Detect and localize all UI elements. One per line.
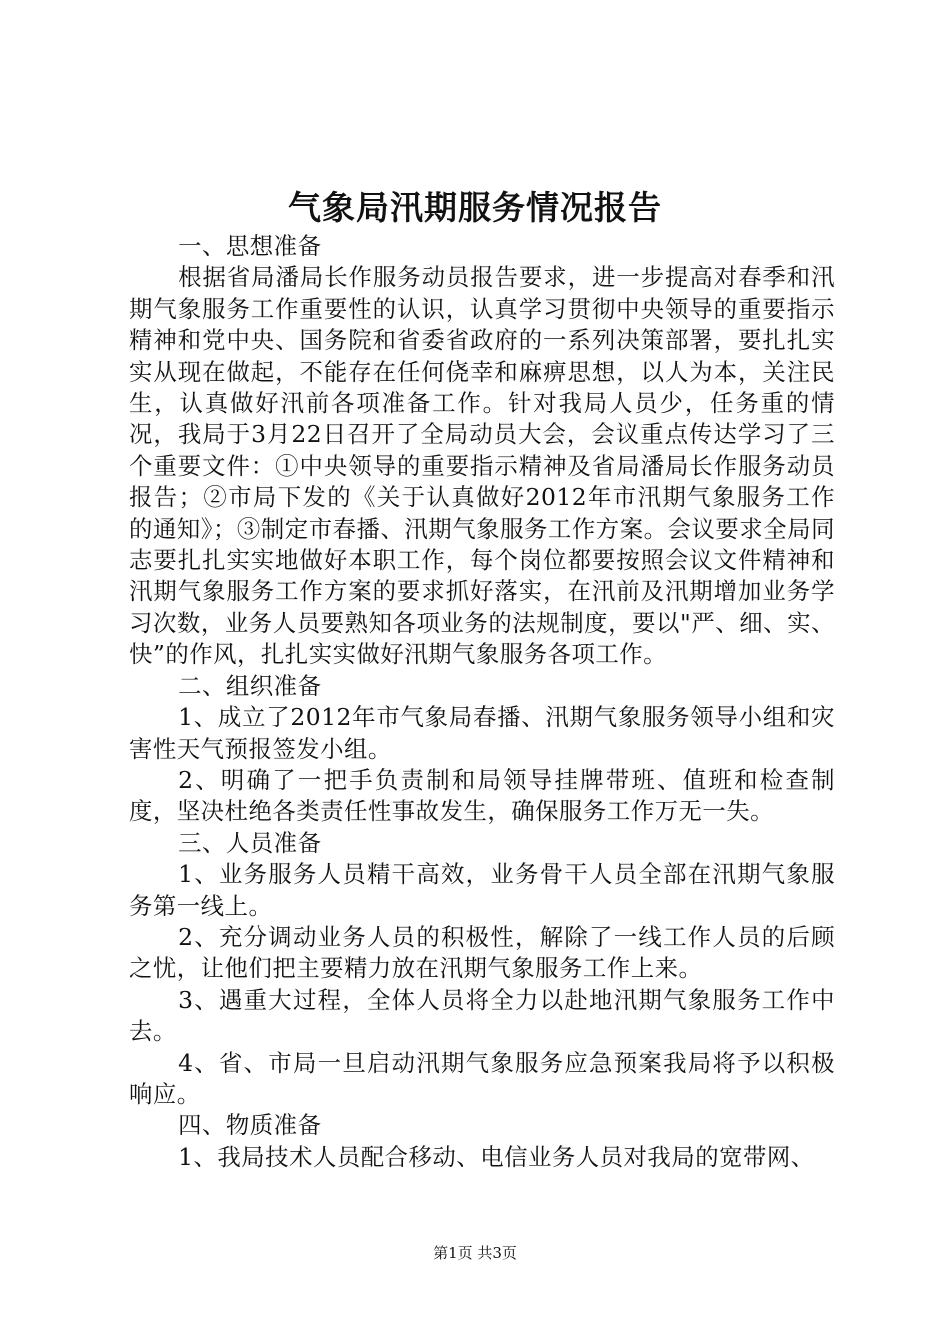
section-heading-personnel: 三、人员准备 <box>178 828 322 857</box>
paragraph-organization-2: 2、明确了一把手负责制和局领导挂牌带班、值班和检查制度，坚决杜绝各类责任性事故发生，确保服务工作万无一失。 <box>129 765 835 826</box>
section-heading-thought: 一、思想准备 <box>178 232 322 260</box>
paragraph-personnel-1: 1、业务服务人员精干高效，业务骨干人员全部在汛期气象服务第一线上。 <box>129 860 835 920</box>
paragraph-personnel-4: 4、省、市局一旦启动汛期气象服务应急预案我局将予以积极响应。 <box>129 1048 835 1108</box>
page-footer: 第1页 共3页 <box>433 1244 517 1262</box>
paragraph-organization-1: 1、成立了2012年市气象局春播、汛期气象服务领导小组和灾害性天气预报签发小组。 <box>129 703 835 763</box>
paragraph-personnel-2: 2、充分调动业务人员的积极性，解除了一线工作人员的后顾之忧，让他们把主要精力放在汛期气象服务工作上来。 <box>129 922 835 983</box>
document-body <box>129 231 835 1173</box>
paragraph-personnel-3: 3、遇重大过程，全体人员将全力以赴地汛期气象服务工作中去。 <box>129 985 835 1046</box>
paragraph-material-1: 1、我局技术人员配合移动、电信业务人员对我局的宽带网、 <box>178 1142 815 1171</box>
section-heading-organization: 二、组织准备 <box>178 671 322 700</box>
document-title: 气象局汛期服务情况报告 <box>288 188 662 227</box>
paragraph-thought-preparation: 根据省局潘局长作服务动员报告要求，进一步提高对春季和汛期气象服务工作重要性的认识，认真学习贯彻中央领导的重要指示精神和党中央、国务院和省委省政府的一系列决策部署，要扎扎实实从现在做起，不能存在任何侥幸和麻痹思想，以人为本，关注民生，认真做好汛前各项准备工作。针对我局人员少，任务重的情况，我局于3月22日召开了全局动员大会，会议重点传达学习了三个重要文件：①中央领导的重要指示精神及省局潘局长作服务动员报告；②市局下发的《关于认真做好2012年市汛期气象服务工作的通知》；③制定市春播、汛期气象服务工作方案。会议要求全局同志要扎扎实实地做好本职工作，每个岗位都要按照会议文件精神和汛期气象服务工作方案的要求抓好落实，在汛前及汛期增加业务学习次数，业务人员要熟知各项业务的法规制度，要以"严、细、实、快”的作风，扎扎实实做好汛期气象服务各项工作。 <box>129 263 835 669</box>
section-heading-material: 四、物质准备 <box>178 1111 322 1140</box>
